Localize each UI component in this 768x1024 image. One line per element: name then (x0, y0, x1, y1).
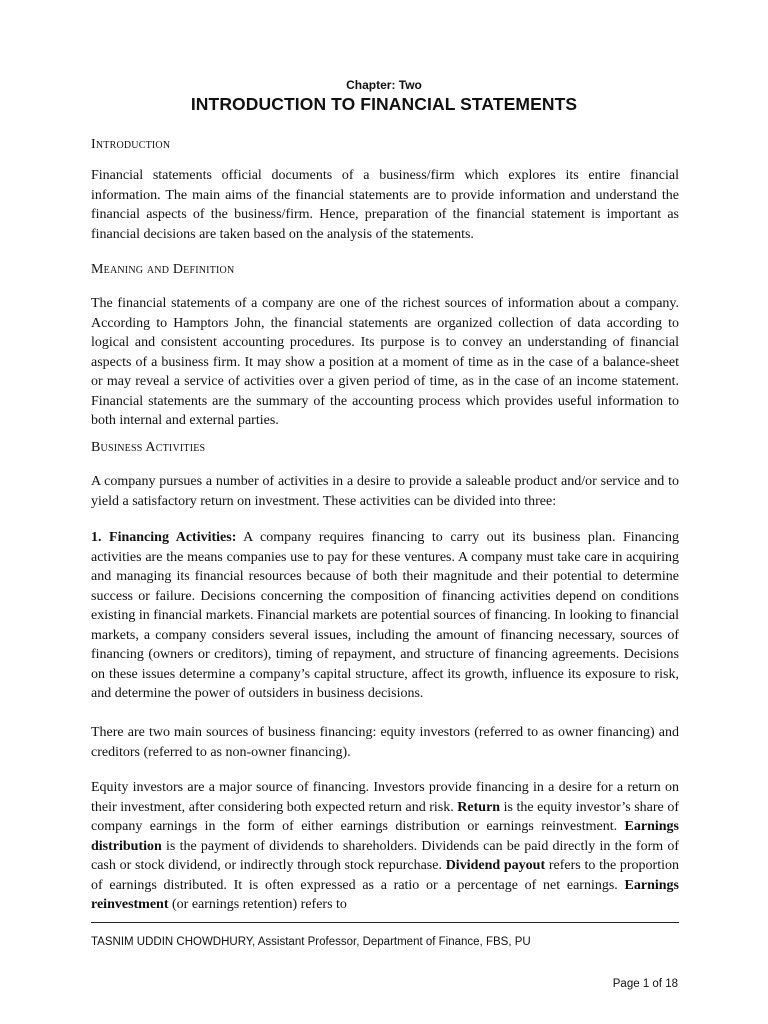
section-heading-business: Business Activities (91, 440, 206, 455)
equity-text-1: Equity investors are a major source of financing. Investors provide financing in a desire for a return on their investment, after considering both expected return and risk. (91, 780, 679, 815)
page-number: Page 1 of 18 (612, 978, 678, 990)
financing-sources-paragraph (91, 723, 679, 762)
paragraph-text (91, 528, 679, 704)
paragraph-text: There are two main sources of business financing: equity investors (referred to as owner financing) and creditors (referred to as non-owner financing). (91, 725, 679, 760)
term-earnings-distribution: Earnings distribution (91, 819, 679, 854)
footer-divider (91, 922, 679, 923)
section-heading-introduction: Introduction (91, 137, 171, 152)
term-dividend-payout: Dividend payout (445, 858, 546, 873)
term-return: Return (457, 799, 501, 815)
introduction-paragraph (91, 166, 679, 244)
paragraph-text: The financial statements of a company are one of the richest sources of information about a company. According to Hamptors John, the financial statements are organized collection of data according to logical and consistent accounting procedures. Its purpose is to convey an understanding of financial aspects of a business firm. It may show a position at a moment of time as in the case of a balance-sheet or may reveal a service of activities over a given period of time, as in the case of an income statement. Financial statements are the summary of the accounting process which provides useful information to both internal and external parties. (91, 296, 679, 428)
financing-activities-text: A company requires financing to carry out its business plan. Financing activities are the means companies use to pay for these ventures. A company must take care in acquiring and managing its financial resources because of both their magnitude and their potential to determine success or failure. Decisions concerning the composition of financing activities depend on conditions existing in financial markets. Financial markets are potential sources of financing. In looking to financial markets, a company considers several issues, including the amount of financing necessary, sources of financing (owners or creditors), timing of repayment, and structure of financing agreements. Decisions on these issues determine a company’s capital structure, affect its growth, influence its exposure to risk, and determine the power of outsiders in business decisions. (91, 530, 679, 701)
equity-text-2: is the equity investor’s share of company earnings in the form of either earnings distribution or earnings reinvestment. (91, 799, 679, 834)
financing-activities-label: 1. Financing Activities: (91, 530, 237, 545)
financing-activities-paragraph (91, 528, 679, 704)
meaning-paragraph (91, 294, 679, 431)
equity-text-4: refers to the proportion of earnings distributed. It is often expressed as a ratio or a percentage of net earnings. (91, 858, 679, 893)
chapter-label: Chapter: Two (346, 78, 422, 92)
business-intro-paragraph (91, 472, 679, 511)
term-earnings-reinvestment: Earnings reinvestment (91, 877, 679, 912)
equity-investors-paragraph (91, 778, 679, 915)
equity-text-3: is the payment of dividends to shareholders. Dividends can be paid directly in the form of cash or stock dividend, or indirectly through stock repurchase. (91, 838, 679, 873)
section-heading-meaning: Meaning and Definition (91, 262, 235, 277)
footer-author: TASNIM UDDIN CHOWDHURY, Assistant Professor, Department of Finance, FBS, PU (91, 936, 531, 948)
equity-text-5: (or earnings retention) refers to (168, 897, 347, 912)
chapter-title: INTRODUCTION TO FINANCIAL STATEMENTS (190, 94, 578, 114)
paragraph-text: Financial statements official documents of a business/firm which explores its entire financial information. The main aims of the financial statements are to provide information and understand the financial aspects of the business/firm. Hence, preparation of the financial statement is important as financial decisions are taken based on the analysis of the statements. (91, 168, 679, 242)
paragraph-text: A company pursues a number of activities in a desire to provide a saleable product and/or service and to yield a satisfactory return on investment. These activities can be divided into three: (91, 474, 679, 509)
paragraph-text (91, 778, 679, 915)
